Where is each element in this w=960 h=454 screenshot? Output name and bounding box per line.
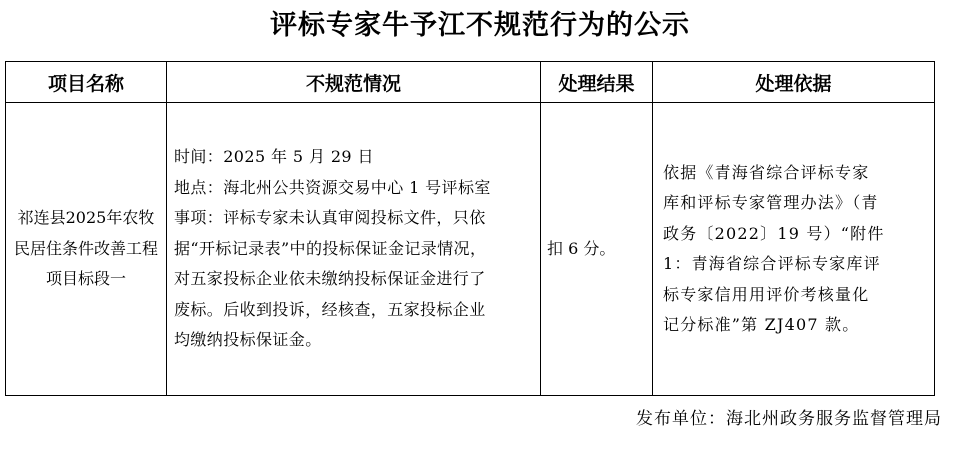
table-row <box>6 103 935 396</box>
header-irregularity: 不规范情况 <box>167 62 541 103</box>
basis-line: 政务〔2022〕19 号）“附件 <box>663 223 885 243</box>
publisher-line: 发布单位：海北州政务服务监督管理局 <box>636 409 942 429</box>
table-header-row <box>6 62 935 103</box>
cell-irregularity <box>167 103 541 396</box>
cell-project-name: 祁连县2025年农牧民居住条件改善工程项目标段一 <box>6 103 167 396</box>
header-project-name: 项目名称 <box>6 62 167 103</box>
basis-line: 记分标准”第 ZJ407 款。 <box>663 315 860 334</box>
basis-line: 标专家信用用评价考核量化 <box>663 284 870 304</box>
header-result: 处理结果 <box>541 62 653 103</box>
irregularity-line: 时间：2025 年 5 月 29 日 <box>174 147 374 167</box>
basis-line: 1：青海省综合评标专家库评 <box>663 254 881 273</box>
irregularity-line: 废标。后收到投诉，经核查，五家投标企业 <box>174 299 486 319</box>
header-basis: 处理依据 <box>653 62 935 103</box>
irregularity-line: 对五家投标企业依未缴纳投标保证金进行了 <box>174 269 486 289</box>
page-title: 评标专家牛予江不规范行为的公示 <box>270 10 690 41</box>
basis-line: 依据《青海省综合评标专家 <box>663 162 870 182</box>
irregularity-line: 地点：海北州公共资源交易中心 1 号评标室 <box>174 177 491 197</box>
basis-line: 库和评标专家管理办法》（青 <box>663 193 879 212</box>
cell-result: 扣 6 分。 <box>541 103 653 396</box>
irregularity-line: 据“开标记录表”中的投标保证金记录情况， <box>174 238 487 258</box>
notice-table <box>5 61 935 396</box>
cell-basis <box>653 103 935 396</box>
irregularity-line: 均缴纳投标保证金。 <box>174 330 322 350</box>
irregularity-line: 事项：评标专家未认真审阅投标文件，只依 <box>174 208 486 228</box>
